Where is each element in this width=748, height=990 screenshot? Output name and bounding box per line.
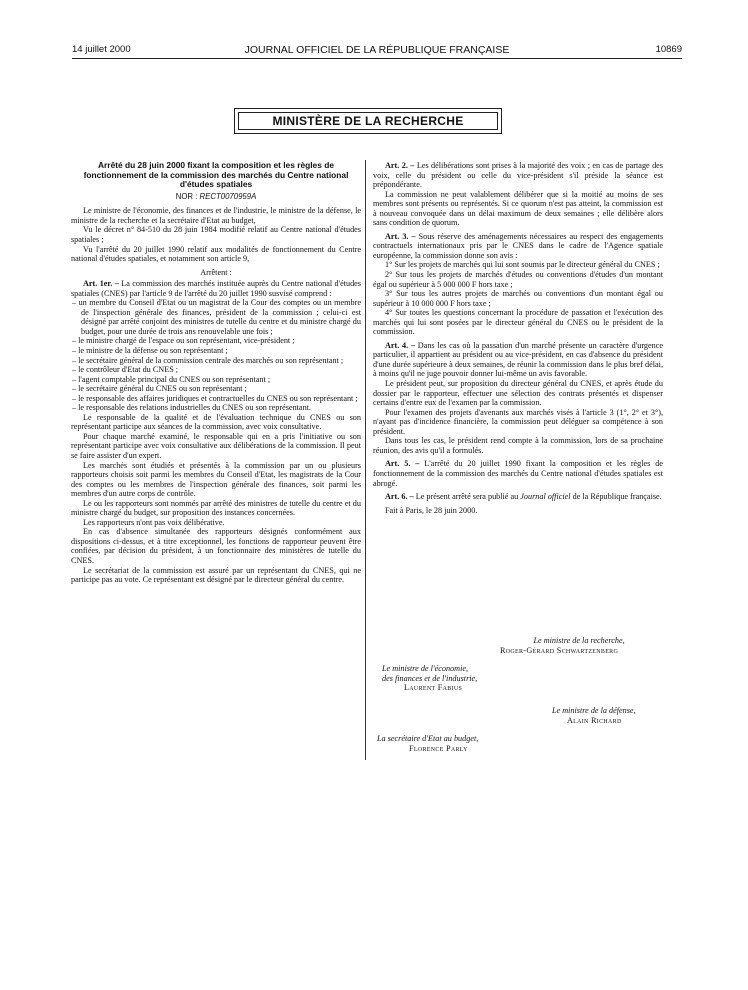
ministry-title: MINISTÈRE DE LA RECHERCHE xyxy=(238,112,498,130)
article-5: Art. 5. – L'arrêté du 20 juillet 1990 fixant la composition et les règles de fonctionnement de la commission des marchés du Centre national d'études spatiales est abrogé. xyxy=(373,459,664,488)
body-paragraph: Le responsable de la qualité et de l'évaluation technique du CNES ou son représentant participe aux séances de la commission, avec voix consultative. xyxy=(71,412,361,432)
page-number: 10869 xyxy=(655,44,682,55)
article-label: Art. 3. – xyxy=(385,231,416,241)
page-header xyxy=(72,44,682,59)
body-paragraph: Le président peut, sur proposition du directeur général du CNES, et après étude du dossier par le rapporteur, effectuer une sélection des contrats présentés et dispenser certains d'entre eux de l'examen par la commission. xyxy=(373,379,663,408)
body-paragraph: Dans tous les cas, le président rend compte à la commission, lors de sa prochaine réunion, des avis qu'il a formulés. xyxy=(373,436,663,455)
article-1: Art. 1er. – La commission des marchés instituée auprès du Centre national d'études spatiales (CNES) par l'article 9 de l'arrêté du 20 juillet 1990 susvisé comprend : xyxy=(71,279,361,298)
arretent-heading: Arrêtent : xyxy=(200,267,232,277)
nor-code: RECT0070959A xyxy=(199,191,257,201)
list-item: 3° Sur tous les autres projets de marchés ou conventions d'un montant égal ou supérieur à 10 000 000 F hors taxe ; xyxy=(373,289,663,308)
done-at: Fait à Paris, le 28 juin 2000. xyxy=(385,505,478,515)
body-paragraph: Pour l'examen des projets d'avenants aux marchés visés à l'article 3 (1°, 2° et 3°), n'ayant pas d'incidence financière, la commission peut déléguer sa compétence à son président. xyxy=(373,407,663,436)
list-item: – l'agent comptable principal du CNES ou son représentant ; xyxy=(72,374,271,384)
article-4: Art. 4. – Dans les cas où la passation d'un marché présente un caractère d'urgence particulier, il appartient au président ou au vice-président, en cas d'absence du président d'une durée supérieure à deux semaines, de réunir la commission dans le plus bref délai, à moins qu'il ne juge pouvoir donner lui-même un avis favorable. xyxy=(373,340,664,379)
body-paragraph: La commission ne peut valablement délibérer que si la moitié au moins de ses membres sont présents ou représentés. Si ce quorum n'est pas atteint, la commission est à nouveau convoquée dans un délai maximum de deux semaines ; elle délibère alors sans condition de quorum. xyxy=(373,189,663,228)
signature-recherche: Le ministre de la recherche, Roger-Gérard Schwartzenberg xyxy=(500,636,625,655)
list-item: – le ministre de la défense ou son représentant ; xyxy=(72,345,228,355)
list-item: – le responsable des affaires juridiques et contractuelles du CNES ou son représentant ; xyxy=(72,393,358,403)
article-label: Art. 2. – xyxy=(385,161,415,170)
article-3: Art. 3. – Sous réserve des aménagements nécessaires au respect des engagements contractuels internationaux pris par le CNES dans le cadre de l'Agence spatiale européenne, la commission donne son avis : xyxy=(373,231,664,260)
decree-title: Arrêté du 28 juin 2000 fixant la composition et les règles de fonctionnement de la commission des marchés du Centre national d'études spatiales xyxy=(83,160,349,190)
article-label: Art. 5. – xyxy=(385,459,420,469)
right-column xyxy=(373,161,663,515)
list-item: 1° Sur les projets de marchés qui lui sont soumis par le directeur général du CNES ; xyxy=(385,260,660,270)
journal-title: JOURNAL OFFICIEL DE LA RÉPUBLIQUE FRANÇAISE xyxy=(244,44,510,56)
preamble-paragraph: Vu le décret n° 84-510 du 28 juin 1984 modifié relatif au Centre national d'études spatiales ; xyxy=(71,225,361,244)
body-paragraph: En cas d'absence simultanée des rapporteurs désignés conformément aux dispositions ci-dessus, et à titre exceptionnel, les fonctions de rapporteur peuvent être confiées, par décision du président, à un fonctionnaire des ministères de tutelle du CNES. xyxy=(71,527,361,566)
list-item: – le secrétaire général de la commission centrale des marchés ou son représentant ; xyxy=(72,355,344,365)
preamble-paragraph: Le ministre de l'économie, des finances et de l'industrie, le ministre de la défense, le ministre de la recherche et la secrétaire d'Etat au budget, xyxy=(71,206,361,225)
signature-budget: La secrétaire d'Etat au budget, Florence Parly xyxy=(377,734,479,753)
list-item: 2° Sur tous les projets de marchés d'études ou conventions d'études d'un montant égal ou supérieur à 5 000 000 F hors taxe ; xyxy=(373,270,663,289)
member-list xyxy=(71,298,361,413)
article-2: Art. 2. – Les délibérations sont prises à la majorité des voix ; en cas de partage des voix, celle du président ou celle du vice-président s'il préside la séance est prépondérante. xyxy=(373,161,663,190)
article-label: Art. 6. – xyxy=(385,492,414,502)
list-item: 4° Sur toutes les questions concernant la procédure de passation et l'exécution des marchés qui lui sont posées par le directeur général du CNES ou le président de la commission. xyxy=(373,308,663,337)
left-column xyxy=(71,161,361,585)
list-item: – le secrétaire général du CNES ou son représentant ; xyxy=(72,384,247,394)
body-paragraph: Le ou les rapporteurs sont nommés par arrêté des ministres de tutelle du centre et du ministre chargé du budget, sur proposition des instances concernées. xyxy=(71,498,361,518)
article-label: Art. 1er. – xyxy=(83,279,119,289)
list-item: – le contrôleur d'Etat du CNES ; xyxy=(72,365,179,375)
preamble-paragraph: Vu l'arrêté du 20 juillet 1990 relatif aux modalités de fonctionnement du Centre national d'études spatiales, et notamment son article 9, xyxy=(71,244,361,264)
list-item: – le responsable des relations industrielles du CNES ou son représentant. xyxy=(72,403,311,413)
body-paragraph: Les marchés sont étudiés et présentés à la commission par un ou plusieurs rapporteurs choisis soit parmi les membres du Conseil d'Etat, les magistrats de la Cour des comptes ou les membres de l'inspection générale des finances, soit parmi les membres d'un autre corps de contrôle. xyxy=(71,460,361,499)
journal-officiel-ref: Journal officiel xyxy=(520,492,571,502)
body-paragraph: Le secrétariat de la commission est assuré par un représentant du CNES, qui ne participe pas au vote. Ce représentant est désigné par le directeur général du centre. xyxy=(71,565,361,585)
article-6: Art. 6. – Le présent arrêté sera publié au Journal officiel de la République française. xyxy=(385,492,662,502)
column-divider xyxy=(365,160,366,760)
body-paragraph: Les rapporteurs n'ont pas voix délibérative. xyxy=(83,517,225,527)
signature-defense: Le ministre de la défense, Alain Richard xyxy=(552,706,636,725)
article-label: Art. 4. – xyxy=(385,340,416,350)
ministry-banner xyxy=(234,108,502,134)
body-paragraph: Pour chaque marché examiné, le responsable qui en a pris l'initiative ou son représentant participe avec voix consultative aux délibérations de la commission. Il peut se faire assister d'un expert. xyxy=(71,431,361,460)
nor-reference: NOR : RECT0070959A xyxy=(175,191,257,201)
signature-economie: Le ministre de l'économie, des finances et de l'industrie, Laurent Fabius xyxy=(382,664,478,693)
list-item: – le ministre chargé de l'espace ou son représentant, vice-président ; xyxy=(72,336,295,346)
header-date: 14 juillet 2000 xyxy=(72,44,131,55)
list-item: – un membre du Conseil d'Etat ou un magistrat de la Cour des comptes ou un membre de l'inspection générale des finances, président de la commission ; celui-ci est désigné par arrêté conjoint des ministres de tutelle du centre et du ministre chargé du budget, pour une durée de trois ans renouvelable une fois ; xyxy=(72,298,361,336)
